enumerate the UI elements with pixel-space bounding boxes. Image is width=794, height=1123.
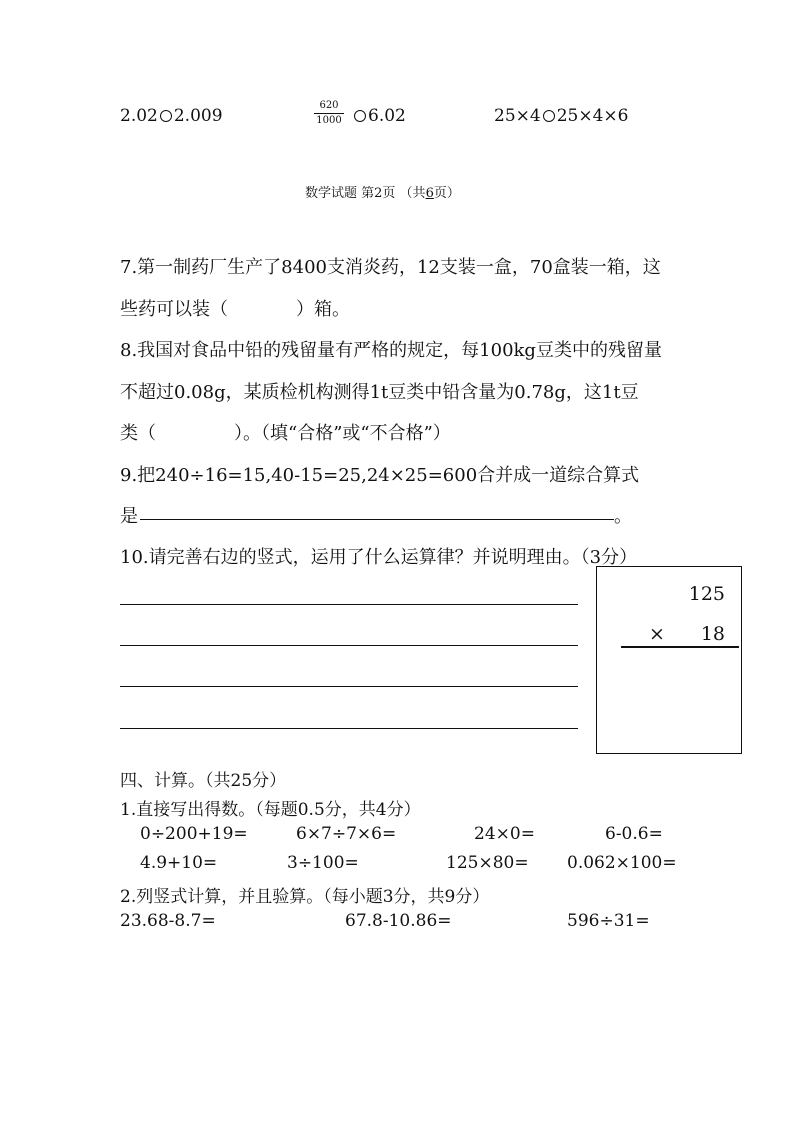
- q9-answer-line[interactable]: [140, 519, 614, 520]
- vertical-result-line: [621, 646, 739, 648]
- q10-answer-line-2[interactable]: [120, 645, 578, 646]
- fraction-numerator: 620: [319, 100, 339, 111]
- vertical-operator: ×: [649, 623, 665, 645]
- footer-prefix: 数学试题 第: [305, 186, 375, 201]
- comparison-3-left: 25×4: [494, 106, 541, 126]
- q9-line2-start: 是: [120, 506, 138, 527]
- q9-line1: 9.把240÷16=15,40-15=25,24×25=600合并成一道综合算式: [120, 465, 640, 486]
- section-4-title: 四、计算。（共25分）: [120, 771, 287, 791]
- comparison-2: [352, 106, 406, 126]
- comparison-1: [120, 106, 223, 126]
- vertical-calc-item: 67.8-10.86=: [345, 911, 452, 931]
- footer-total-pages: 6: [425, 186, 434, 201]
- comparison-3: [494, 106, 628, 126]
- q8-text-b: ）。（填“合格”或“不合格”）: [234, 423, 451, 444]
- comparison-2-right: 6.02: [368, 106, 406, 126]
- vertical-calc-item: 596÷31=: [567, 911, 650, 931]
- q8-text-a: 类（: [120, 423, 156, 444]
- q10-answer-line-3[interactable]: [120, 686, 578, 687]
- q8-line2: 不超过0.08g，某质检机构测得1t豆类中铅含量为0.78g，这1t豆: [120, 382, 639, 403]
- fraction-bar: [314, 113, 344, 114]
- comparison-1-left: 2.02: [120, 106, 158, 126]
- q10-line1: 10.请完善右边的竖式，运用了什么运算律？并说明理由。（3分）: [120, 547, 638, 568]
- q10-answer-line-1[interactable]: [120, 604, 578, 605]
- part-1-title: 1.直接写出得数。（每题0.5分，共4分）: [120, 800, 421, 820]
- footer-mid: 页 （共: [382, 186, 426, 201]
- q9-line2-end: 。: [614, 506, 632, 527]
- calc-item: 6-0.6=: [605, 824, 663, 844]
- fraction-denominator: 1000: [316, 115, 342, 126]
- vertical-bottom-number: 18: [700, 623, 725, 645]
- compare-circle[interactable]: [160, 110, 172, 122]
- calc-item: 4.9+10=: [140, 853, 218, 873]
- q8-line3: [120, 419, 451, 445]
- calc-item: 3÷100=: [287, 853, 359, 873]
- calc-item: 6×7÷7×6=: [296, 824, 397, 844]
- vertical-top-number: 125: [688, 583, 725, 605]
- q7-text-a: 些药可以装（: [120, 299, 228, 320]
- comparison-1-right: 2.009: [173, 106, 223, 126]
- footer-suffix: 页）: [433, 186, 460, 201]
- compare-circle[interactable]: [543, 110, 555, 122]
- q7-text-b: ）箱。: [296, 299, 350, 320]
- q7-line2: [120, 295, 350, 321]
- vertical-calc-item: 23.68-8.7=: [120, 911, 216, 931]
- q7-line1: 7.第一制药厂生产了8400支消炎药，12支装一盒，70盒装一箱，这: [120, 257, 661, 278]
- page-footer: [305, 182, 460, 201]
- q10-answer-line-4[interactable]: [120, 728, 578, 729]
- compare-circle[interactable]: [354, 110, 366, 122]
- calc-item: 125×80=: [446, 853, 529, 873]
- calc-item: 0.062×100=: [567, 853, 677, 873]
- q8-line1: 8.我国对食品中铅的残留量有严格的规定，每100kg豆类中的残留量: [120, 340, 662, 361]
- vertical-calc-box: [596, 566, 742, 754]
- calc-item: 0÷200+19=: [140, 824, 248, 844]
- part-2-title: 2.列竖式计算，并且验算。（每小题3分，共9分）: [120, 887, 490, 907]
- fraction-620-1000: [314, 100, 344, 127]
- calc-item: 24×0=: [474, 824, 535, 844]
- comparison-3-right: 25×4×6: [556, 106, 629, 126]
- footer-page-number: 2: [374, 186, 383, 201]
